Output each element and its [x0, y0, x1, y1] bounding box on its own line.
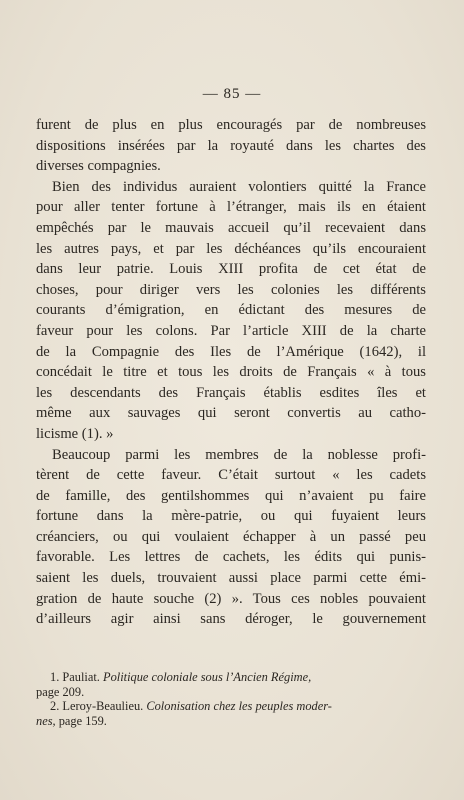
footnote-1	[36, 670, 426, 685]
text-line: même aux sauvages qui seront convertis au catho-	[36, 405, 426, 422]
text-line: concédait le titre et tous les droits de Français « à tous	[36, 364, 426, 381]
text-line: furent de plus en plus encouragés par de nombreuses	[36, 117, 426, 133]
text-line: Bien des individus auraient volontiers quitté la France	[52, 178, 426, 195]
page-number: — 85 —	[202, 86, 262, 102]
footnote-1-page: page 209.	[36, 684, 85, 699]
text-line: licisme (1). »	[36, 425, 114, 442]
text-line: créanciers, ou qui voulaient échapper à un passé peu	[36, 528, 426, 545]
text-line: faveur pour les colons. Par l’article XIII de la charte	[36, 322, 426, 339]
text-line: tèrent de cette faveur. C’était surtout « les cadets	[36, 467, 426, 484]
footnote-2-cont	[36, 714, 426, 729]
main-text	[36, 115, 426, 630]
footnote-1-title: Politique coloniale sous l’Ancien Régime,	[103, 670, 312, 684]
text-line: choses, pour diriger vers les colonies les différents	[36, 281, 426, 298]
footnote-1-author: 1. Pauliat.	[50, 670, 103, 684]
text-line: de la Compagnie des Iles de l’Amérique (1642), il	[36, 343, 426, 360]
text-line: d’ailleurs agir ainsi sans déroger, le gouvernement	[36, 611, 426, 628]
footnote-2-author: 2. Leroy-Beaulieu.	[50, 699, 147, 714]
text-line: Beaucoup parmi les membres de la noblesse profi-	[52, 446, 426, 463]
text-line: les autres pays, et par les déchéances qu’ils encouraient	[36, 240, 426, 257]
text-line: de famille, des gentilshommes qui n’avaient pu faire	[36, 487, 426, 504]
text-line: empêchés par le mauvais accueil qu’il recevaient dans	[36, 219, 426, 236]
text-line: favorable. Les lettres de cachets, les édits qui punis-	[36, 549, 426, 566]
text-line: dans leur patrie. Louis XIII profita de cet état de	[36, 261, 426, 278]
text-line: courants d’émigration, en édictant des mesures de	[36, 302, 426, 319]
text-line: dispositions insérées par la royauté dans les chartes des	[36, 137, 426, 154]
text-line: fortune dans la mère-patrie, ou qui fuyaient leurs	[36, 508, 426, 525]
text-line: gration de haute souche (2) ». Tous ces nobles pouvaient	[36, 590, 426, 607]
text-line: pour aller tenter fortune à l’étranger, mais ils en étaient	[36, 199, 426, 216]
text-line: diverses compagnies.	[36, 158, 161, 175]
text-line: saient les duels, trouvaient aussi place parmi cette émi-	[36, 570, 426, 587]
text-line: les descendants des Français établis esdites îles et	[36, 384, 426, 401]
footnote-2-title-cont: nes,	[36, 713, 56, 728]
footnotes	[36, 670, 426, 728]
footnote-2-page: page 159.	[55, 713, 107, 728]
footnote-2-title: Colonisation chez les peuples moder-	[146, 699, 332, 714]
footnote-2	[36, 699, 426, 714]
